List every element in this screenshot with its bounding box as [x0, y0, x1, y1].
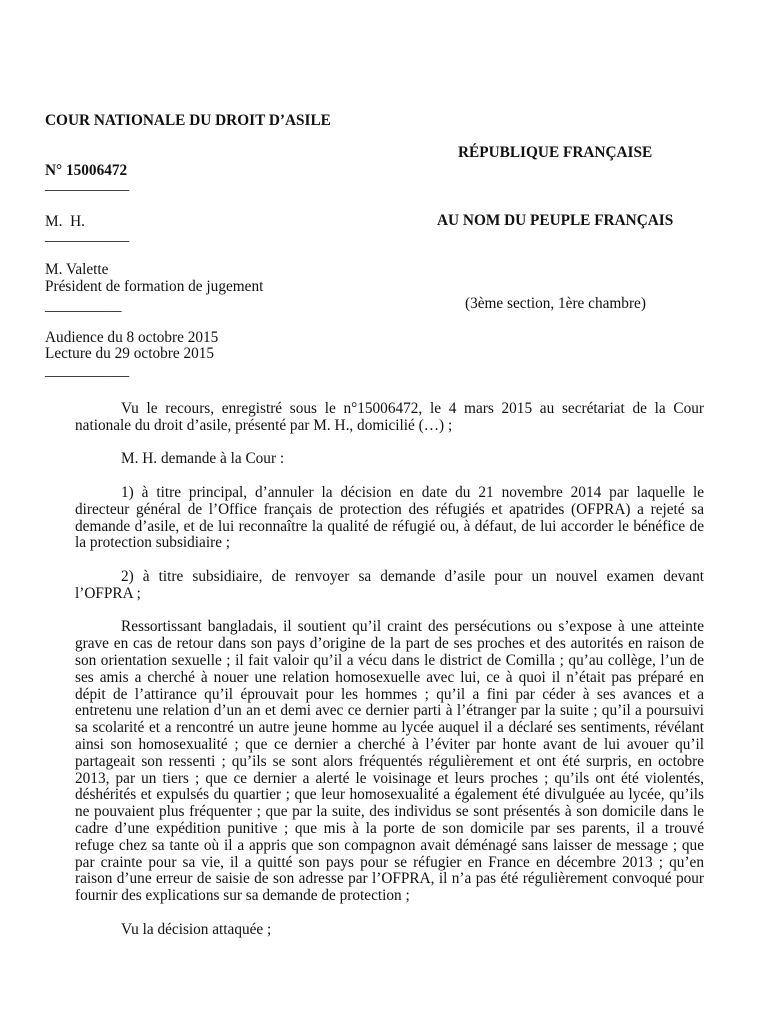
paragraph-line: sa scolarité et a rencontré un autre jeune homme au lycée auquel il a déclaré ses sentiments, révélant [75, 719, 704, 737]
reading-date: Lecture du 29 octobre 2015 [45, 345, 215, 362]
decision-body [75, 401, 704, 939]
paragraph-line: Ressortissant bangladais, il soutient qu’il craint des persécutions ou s’expose à une atteinte [121, 618, 704, 636]
paragraph-line: la protection subsidiaire ; [75, 534, 231, 552]
paragraph-principal-claim [75, 485, 704, 552]
judge-role: Président de formation de jugement [45, 278, 264, 295]
separator-line: __________ [45, 297, 122, 314]
paragraph-line: nationale du droit d’asile, présenté par M. H., domicilié (…) ; [75, 416, 453, 434]
paragraph-line: Vu la décision attaquée ; [121, 920, 272, 938]
paragraph-line: partageait son ressenti ; qu’ils se sont alors fréquentés régulièrement et ont été surpris, en octobre [75, 752, 704, 770]
paragraph-recours [75, 401, 704, 435]
separator-line: ___________ [45, 362, 130, 379]
paragraph-line: ses amis a cherché à nouer une relation homosexuelle avec lui, ce à quoi il n’était pas préparé en [75, 668, 704, 686]
judge-name: M. Valette [45, 261, 109, 278]
paragraph-line: par crainte pour sa vie, il a quitté son pays pour se réfugier en France en décembre 2013 ; qu’en [75, 853, 704, 871]
paragraph-line: entretenu une relation d’un an et demi avec ce dernier parti à l’étranger par la suite ; qu’il a poursuivi [75, 702, 704, 720]
paragraph-demande [75, 451, 704, 468]
paragraph-subsidiary-claim [75, 569, 704, 603]
paragraph-line: refuge chez sa tante où il a appris que son compagnon avait déménagé sans laisser de message ; que [75, 836, 704, 854]
paragraph-line: 1) à titre principal, d’annuler la décision en date du 21 novembre 2014 par laquelle le [121, 483, 704, 501]
court-name: COUR NATIONALE DU DROIT D’ASILE [45, 111, 331, 129]
paragraph-line: demande d’asile, et de lui reconnaître la qualité de réfugié ou, à défaut, de lui accorder le bénéfice de [75, 517, 704, 535]
separator-line: ___________ [45, 227, 130, 244]
paragraph-line: 2) à titre subsidiaire, de renvoyer sa demande d’asile pour un nouvel examen devant [121, 567, 704, 585]
chamber-section: (3ème section, 1ère chambre) [465, 295, 646, 312]
case-number: N° 15006472 [45, 161, 128, 179]
paragraph-line: M. H. demande à la Cour : [121, 450, 285, 468]
judgment-formula: AU NOM DU PEUPLE FRANÇAIS [437, 211, 674, 229]
paragraph-arguments [75, 619, 704, 905]
republic-heading: RÉPUBLIQUE FRANÇAISE [458, 143, 653, 161]
paragraph-line: son orientation sexuelle ; il fait valoir qu’il a vécu dans le district de Comilla ; qu’au collège, l’un de [75, 651, 704, 669]
paragraph-line: cadre d’une expédition punitive ; que mis à la porte de son domicile par ses parents, il a trouvé [75, 819, 704, 837]
paragraph-vu-decision [75, 922, 704, 939]
paragraph-line: l’OFPRA ; [75, 584, 141, 602]
paragraph-line: déshérités et expulsés du quartier ; que leur homosexualité a également été divulguée au lycée, qu’ils [75, 786, 704, 804]
paragraph-line: Vu le recours, enregistré sous le n°15006472, le 4 mars 2015 au secrétariat de la Cour [121, 400, 704, 417]
paragraph-line: 2013, par un tiers ; que ce dernier a alerté le voisinage et leurs proches ; qu’ils ont été violentés, [75, 769, 704, 787]
hearing-date: Audience du 8 octobre 2015 [45, 329, 219, 346]
paragraph-line: fournir des explications sur sa demande de protection ; [75, 887, 410, 905]
party-name: M. H. [45, 212, 85, 230]
paragraph-line: ne pouvaient plus fréquenter ; que par la suite, des individus se sont présentés à son domicile dans le [75, 803, 704, 821]
paragraph-line: directeur général de l’Office français de protection des réfugiés et apatrides (OFPRA) a rejeté sa [75, 500, 704, 518]
paragraph-line: dépit de l’attirance qu’il éprouvait pour les hommes ; qu’il a fini par céder à ses avances et a [75, 685, 704, 703]
paragraph-line: raison d’une erreur de saisie de son adresse par l’OFPRA, il n’a pas été régulièrement convoqué pour [75, 870, 704, 888]
paragraph-line: ainsi son homosexualité ; que ce dernier a cherché à l’éviter par honte avant de lui avouer qu’il [75, 735, 704, 753]
paragraph-line: grave en cas de retour dans son pays d’origine de la part de ses proches et des autorités en raison de [75, 635, 704, 653]
separator-line: ___________ [45, 176, 130, 193]
